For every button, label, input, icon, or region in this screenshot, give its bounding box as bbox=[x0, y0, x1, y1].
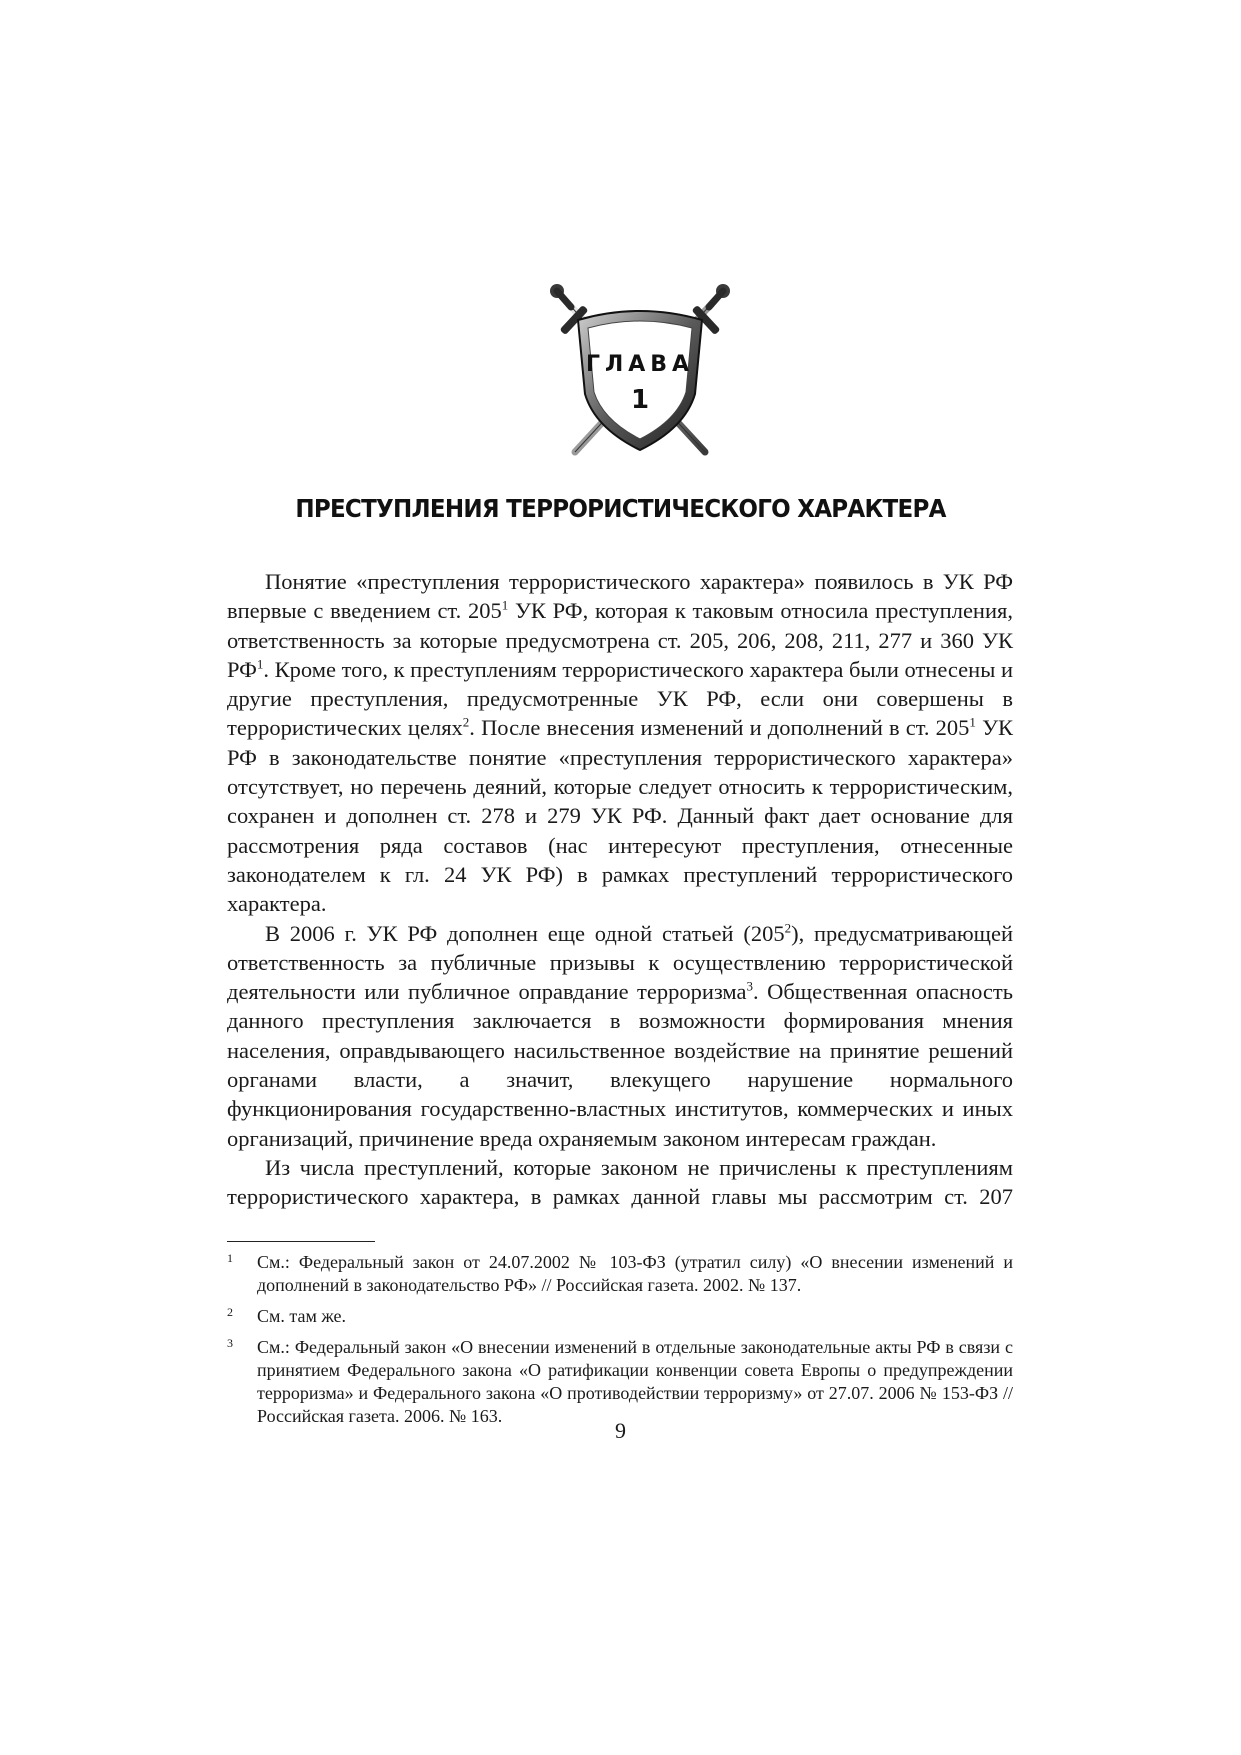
superscript: 1 bbox=[501, 597, 509, 613]
chapter-title: ПРЕСТУПЛЕНИЯ ТЕРРОРИСТИЧЕСКОГО ХАРАКТЕРА bbox=[295, 494, 946, 523]
body-text bbox=[227, 567, 1013, 1212]
footnote-mark: 2 bbox=[227, 1305, 233, 1319]
footnote bbox=[227, 1305, 1013, 1328]
chapter-label: ГЛАВА bbox=[585, 352, 695, 377]
paragraph: Из числа преступлений, которые законом не причислены к преступлениям террористического характера, в рамках данной главы мы рассмотрим ст. 207 bbox=[227, 1154, 1013, 1210]
paragraph: В 2006 г. УК РФ дополнен еще одной статьей $(205^2)$, предусматривающей ответственность за публичные призывы к осуществлению террористической деятельности или публичное оправдание терроризма$^3$. Общественная опасность данного преступления заключается в возможности формирования мнения населения, оправдывающего насильственное воздействие на принятие решений органами власти, а значит, влекущего нарушение нормального функционирования государственно-властных институтов, коммерческих и иных организаций, причинение вреда охраняемым законом интересам граждан. bbox=[227, 920, 1013, 1151]
footnote-ref: 2 bbox=[462, 714, 470, 730]
footnote-mark: 3 bbox=[227, 1336, 233, 1350]
chapter-number: 1 bbox=[630, 385, 650, 415]
footnote bbox=[227, 1336, 1013, 1428]
paragraph: Понятие «преступления террористического характера» появилось в УК РФ впервые с введением ст. $205^1$ УК РФ, которая к таковым относила преступления, ответственность за которые предусмотрена ст. 205, 206, 208, 211, 277 и 360 УК $РФ^1$. Кроме того, к преступлениям террористического характера были отнесены и другие преступления, предусмотренные УК РФ, если они совершены в террористических целях$^2$. После внесения изменений и дополнений в ст. $205^1$ УК РФ в законодательстве понятие «преступления террористического характера» отсутствует, но перечень деяний, которые следует относить к террористическим, сохранен и дополнен ст. 278 и 279 УК РФ. Данный факт дает основание для рассмотрения ряда составов (нас интересуют преступления, отнесенные законодателем к гл. 24 УК РФ) в рамках преступлений террористического характера. bbox=[227, 569, 1013, 917]
footnote-mark: 1 bbox=[227, 1251, 233, 1265]
footnote-text: См. там же. bbox=[257, 1306, 347, 1326]
footnote-divider bbox=[227, 1241, 375, 1242]
footnote-text: См.: Федеральный закон от 24.07.2002 № 103-ФЗ (утратил силу) «О внесении изменений и дополнений в законодательство РФ» // Российская газета. 2002. № 137. bbox=[257, 1252, 1013, 1295]
page-number: 9 bbox=[615, 1418, 626, 1443]
footnotes bbox=[227, 1251, 1013, 1436]
footnote-ref: 3 bbox=[746, 978, 753, 994]
superscript: 1 bbox=[969, 714, 976, 730]
superscript: 2 bbox=[784, 920, 792, 936]
footnote-text: См.: Федеральный закон «О внесении изменений в отдельные законодательные акты РФ в связи с принятием Федерального закона «О ратификации конвенции совета Европы о предупреждении терроризма» и Федерального закона «О противодействии терроризму» от 27.07. 2006 № 153-ФЗ // Российская газета. 2006. № 163. bbox=[257, 1337, 1013, 1426]
chapter-emblem bbox=[545, 282, 735, 460]
footnote bbox=[227, 1251, 1013, 1297]
footnote-ref: 1 bbox=[256, 656, 264, 672]
